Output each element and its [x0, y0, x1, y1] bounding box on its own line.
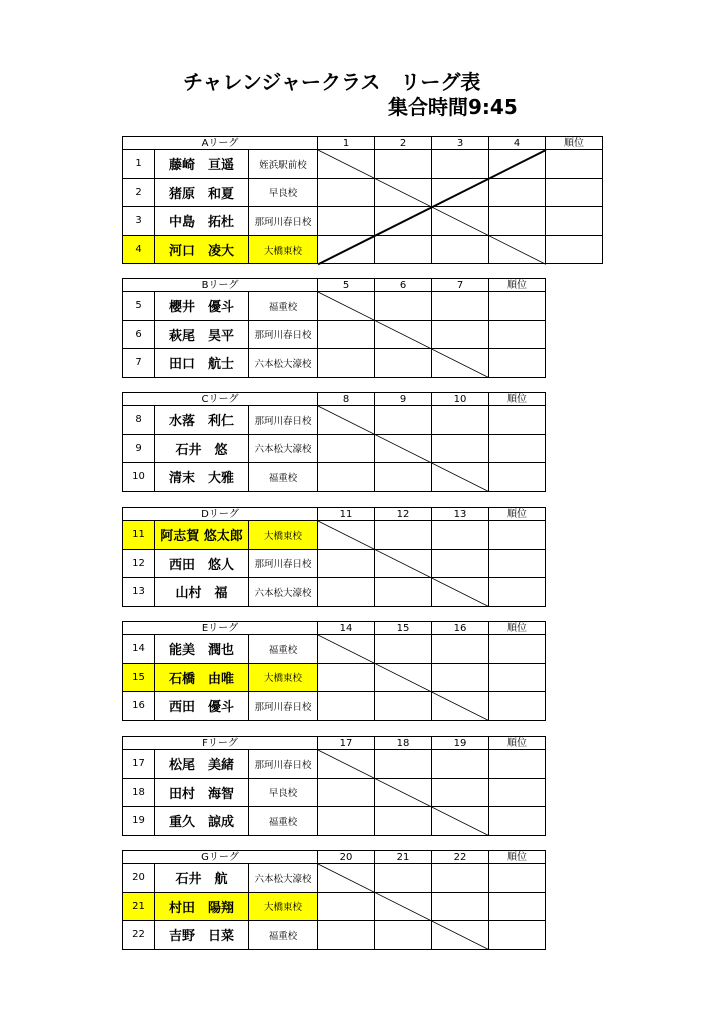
league-header-row — [123, 137, 603, 150]
rank-cell — [489, 320, 546, 349]
player-row — [123, 207, 603, 236]
player-row — [123, 663, 546, 692]
match-result-cell — [432, 207, 489, 236]
league-block — [122, 136, 603, 264]
player-number: 22 — [123, 921, 155, 950]
match-number-header: 3 — [432, 137, 489, 150]
player-row — [123, 434, 546, 463]
rank-header: 順位 — [546, 137, 603, 150]
player-school: 早良校 — [249, 778, 318, 807]
player-number: 4 — [123, 235, 155, 264]
league-header-row — [123, 851, 546, 864]
player-number: 9 — [123, 434, 155, 463]
player-row — [123, 235, 603, 264]
match-result-cell — [375, 235, 432, 264]
rank-cell — [489, 406, 546, 435]
match-result-cell — [375, 320, 432, 349]
match-result-cell — [318, 521, 375, 550]
player-row — [123, 921, 546, 950]
player-name: 重久 諒成 — [155, 807, 249, 836]
rank-cell — [489, 521, 546, 550]
match-result-cell — [318, 578, 375, 607]
match-number-header: 10 — [432, 393, 489, 406]
match-result-cell — [318, 406, 375, 435]
match-result-cell — [375, 406, 432, 435]
league-block — [122, 736, 546, 836]
player-school: 那珂川春日校 — [249, 207, 318, 236]
player-number: 14 — [123, 635, 155, 664]
player-row — [123, 178, 603, 207]
league-name-header: Eリーグ — [123, 622, 318, 635]
league-block — [122, 850, 546, 950]
rank-cell — [489, 663, 546, 692]
player-number: 2 — [123, 178, 155, 207]
player-row — [123, 292, 546, 321]
league-name-header: Dリーグ — [123, 508, 318, 521]
match-number-header: 22 — [432, 851, 489, 864]
rank-cell — [489, 921, 546, 950]
match-result-cell — [318, 807, 375, 836]
match-result-cell — [375, 663, 432, 692]
player-name: 田村 海智 — [155, 778, 249, 807]
league-table — [122, 392, 546, 492]
player-row — [123, 150, 603, 179]
match-number-header: 2 — [375, 137, 432, 150]
player-number: 18 — [123, 778, 155, 807]
player-number: 11 — [123, 521, 155, 550]
match-number-header: 5 — [318, 279, 375, 292]
match-result-cell — [318, 778, 375, 807]
match-result-cell — [432, 778, 489, 807]
rank-cell — [489, 692, 546, 721]
rank-header: 順位 — [489, 279, 546, 292]
league-name-header: Bリーグ — [123, 279, 318, 292]
match-result-cell — [432, 150, 489, 179]
player-number: 19 — [123, 807, 155, 836]
match-result-cell — [318, 750, 375, 779]
match-result-cell — [432, 750, 489, 779]
player-school: 那珂川春日校 — [249, 692, 318, 721]
player-number: 21 — [123, 892, 155, 921]
player-school: 六本松大濠校 — [249, 349, 318, 378]
match-result-cell — [432, 578, 489, 607]
league-header-row — [123, 279, 546, 292]
match-result-cell — [432, 807, 489, 836]
player-school: 六本松大濠校 — [249, 578, 318, 607]
match-result-cell — [318, 864, 375, 893]
match-number-header: 18 — [375, 737, 432, 750]
match-result-cell — [489, 235, 546, 264]
player-row — [123, 807, 546, 836]
match-result-cell — [432, 406, 489, 435]
player-number: 20 — [123, 864, 155, 893]
league-table — [122, 736, 546, 836]
league-block — [122, 392, 546, 492]
player-row — [123, 549, 546, 578]
league-header-row — [123, 508, 546, 521]
match-result-cell — [318, 434, 375, 463]
player-number: 15 — [123, 663, 155, 692]
player-school: 那珂川春日校 — [249, 320, 318, 349]
match-result-cell — [489, 150, 546, 179]
match-result-cell — [375, 521, 432, 550]
match-result-cell — [432, 320, 489, 349]
match-result-cell — [432, 434, 489, 463]
player-school: 六本松大濠校 — [249, 864, 318, 893]
player-row — [123, 349, 546, 378]
match-result-cell — [318, 549, 375, 578]
player-row — [123, 778, 546, 807]
match-result-cell — [432, 549, 489, 578]
match-number-header: 19 — [432, 737, 489, 750]
player-school: 那珂川春日校 — [249, 406, 318, 435]
league-name-header: Fリーグ — [123, 737, 318, 750]
player-row — [123, 635, 546, 664]
match-result-cell — [432, 692, 489, 721]
match-result-cell — [375, 434, 432, 463]
match-result-cell — [375, 463, 432, 492]
player-school: 福重校 — [249, 292, 318, 321]
match-result-cell — [318, 892, 375, 921]
rank-cell — [489, 578, 546, 607]
match-result-cell — [432, 892, 489, 921]
league-block — [122, 278, 546, 378]
match-result-cell — [375, 349, 432, 378]
player-name: 萩尾 昊平 — [155, 320, 249, 349]
league-header-row — [123, 622, 546, 635]
rank-cell — [546, 178, 603, 207]
match-result-cell — [318, 635, 375, 664]
match-result-cell — [375, 921, 432, 950]
match-result-cell — [375, 892, 432, 921]
player-name: 能美 潤也 — [155, 635, 249, 664]
rank-header: 順位 — [489, 622, 546, 635]
player-school: 姪浜駅前校 — [249, 150, 318, 179]
player-row — [123, 892, 546, 921]
match-result-cell — [318, 178, 375, 207]
match-result-cell — [432, 663, 489, 692]
league-table — [122, 507, 546, 607]
match-result-cell — [318, 663, 375, 692]
assembly-time: 集合時間9:45 — [388, 95, 518, 119]
match-result-cell — [432, 178, 489, 207]
match-number-header: 21 — [375, 851, 432, 864]
player-school: 福重校 — [249, 463, 318, 492]
player-row — [123, 320, 546, 349]
player-row — [123, 692, 546, 721]
rank-header: 順位 — [489, 508, 546, 521]
match-result-cell — [318, 921, 375, 950]
rank-cell — [489, 778, 546, 807]
player-name: 石井 悠 — [155, 434, 249, 463]
player-school: 大橋東校 — [249, 892, 318, 921]
rank-cell — [489, 463, 546, 492]
player-name: 田口 航士 — [155, 349, 249, 378]
player-name: 村田 陽翔 — [155, 892, 249, 921]
rank-cell — [489, 864, 546, 893]
rank-cell — [546, 150, 603, 179]
match-result-cell — [375, 207, 432, 236]
player-name: 山村 福 — [155, 578, 249, 607]
match-result-cell — [489, 207, 546, 236]
match-number-header: 17 — [318, 737, 375, 750]
match-result-cell — [432, 921, 489, 950]
rank-header: 順位 — [489, 737, 546, 750]
player-school: 那珂川春日校 — [249, 750, 318, 779]
league-header-row — [123, 393, 546, 406]
player-school: 大橋東校 — [249, 521, 318, 550]
match-result-cell — [375, 635, 432, 664]
league-table — [122, 850, 546, 950]
rank-cell — [546, 207, 603, 236]
match-result-cell — [318, 320, 375, 349]
player-school: 大橋東校 — [249, 663, 318, 692]
league-name-header: Aリーグ — [123, 137, 318, 150]
match-result-cell — [432, 635, 489, 664]
player-school: 福重校 — [249, 921, 318, 950]
player-name: 吉野 日菜 — [155, 921, 249, 950]
rank-header: 順位 — [489, 851, 546, 864]
match-result-cell — [375, 807, 432, 836]
player-name: 石井 航 — [155, 864, 249, 893]
player-name: 河口 凌大 — [155, 235, 249, 264]
player-school: 福重校 — [249, 635, 318, 664]
player-name: 猪原 和夏 — [155, 178, 249, 207]
match-result-cell — [318, 463, 375, 492]
match-number-header: 7 — [432, 279, 489, 292]
match-number-header: 4 — [489, 137, 546, 150]
player-name: 櫻井 優斗 — [155, 292, 249, 321]
match-result-cell — [375, 778, 432, 807]
player-number: 3 — [123, 207, 155, 236]
rank-cell — [489, 635, 546, 664]
match-result-cell — [318, 235, 375, 264]
player-school: 早良校 — [249, 178, 318, 207]
match-number-header: 20 — [318, 851, 375, 864]
player-row — [123, 578, 546, 607]
match-result-cell — [375, 549, 432, 578]
player-number: 7 — [123, 349, 155, 378]
player-name: 西田 優斗 — [155, 692, 249, 721]
match-number-header: 11 — [318, 508, 375, 521]
rank-cell — [489, 750, 546, 779]
player-row — [123, 521, 546, 550]
player-row — [123, 864, 546, 893]
match-result-cell — [375, 578, 432, 607]
match-number-header: 15 — [375, 622, 432, 635]
player-name: 藤崎 亘遥 — [155, 150, 249, 179]
match-number-header: 16 — [432, 622, 489, 635]
league-name-header: Gリーグ — [123, 851, 318, 864]
player-row — [123, 463, 546, 492]
player-number: 13 — [123, 578, 155, 607]
match-number-header: 1 — [318, 137, 375, 150]
match-result-cell — [375, 692, 432, 721]
player-number: 6 — [123, 320, 155, 349]
match-result-cell — [375, 150, 432, 179]
player-number: 8 — [123, 406, 155, 435]
match-result-cell — [432, 521, 489, 550]
match-result-cell — [432, 292, 489, 321]
match-result-cell — [375, 292, 432, 321]
match-number-header: 14 — [318, 622, 375, 635]
player-school: 福重校 — [249, 807, 318, 836]
player-number: 10 — [123, 463, 155, 492]
player-school: 六本松大濠校 — [249, 434, 318, 463]
player-name: 松尾 美緒 — [155, 750, 249, 779]
league-header-row — [123, 737, 546, 750]
match-result-cell — [432, 864, 489, 893]
league-block — [122, 621, 546, 721]
player-name: 清末 大雅 — [155, 463, 249, 492]
player-row — [123, 406, 546, 435]
match-result-cell — [375, 178, 432, 207]
player-number: 1 — [123, 150, 155, 179]
player-name: 阿志賀 悠太郎 — [155, 521, 249, 550]
league-name-header: Cリーグ — [123, 393, 318, 406]
match-number-header: 6 — [375, 279, 432, 292]
rank-cell — [489, 807, 546, 836]
rank-cell — [489, 549, 546, 578]
match-number-header: 12 — [375, 508, 432, 521]
player-number: 5 — [123, 292, 155, 321]
league-table — [122, 621, 546, 721]
match-result-cell — [375, 750, 432, 779]
page-title: チャレンジャークラス リーグ表 — [183, 70, 481, 94]
rank-cell — [489, 434, 546, 463]
player-name: 水落 利仁 — [155, 406, 249, 435]
league-table — [122, 136, 603, 264]
match-result-cell — [318, 292, 375, 321]
rank-cell — [489, 292, 546, 321]
match-result-cell — [432, 463, 489, 492]
match-result-cell — [318, 150, 375, 179]
player-number: 16 — [123, 692, 155, 721]
match-result-cell — [375, 864, 432, 893]
match-result-cell — [318, 207, 375, 236]
match-number-header: 9 — [375, 393, 432, 406]
player-number: 17 — [123, 750, 155, 779]
player-name: 中島 拓杜 — [155, 207, 249, 236]
rank-cell — [489, 349, 546, 378]
league-table — [122, 278, 546, 378]
player-number: 12 — [123, 549, 155, 578]
match-result-cell — [432, 349, 489, 378]
match-result-cell — [318, 349, 375, 378]
rank-header: 順位 — [489, 393, 546, 406]
rank-cell — [489, 892, 546, 921]
match-number-header: 13 — [432, 508, 489, 521]
match-result-cell — [318, 692, 375, 721]
league-block — [122, 507, 546, 607]
match-number-header: 8 — [318, 393, 375, 406]
player-row — [123, 750, 546, 779]
match-result-cell — [489, 178, 546, 207]
player-name: 西田 悠人 — [155, 549, 249, 578]
player-school: 那珂川春日校 — [249, 549, 318, 578]
player-name: 石橋 由唯 — [155, 663, 249, 692]
rank-cell — [546, 235, 603, 264]
match-result-cell — [432, 235, 489, 264]
player-school: 大橋東校 — [249, 235, 318, 264]
